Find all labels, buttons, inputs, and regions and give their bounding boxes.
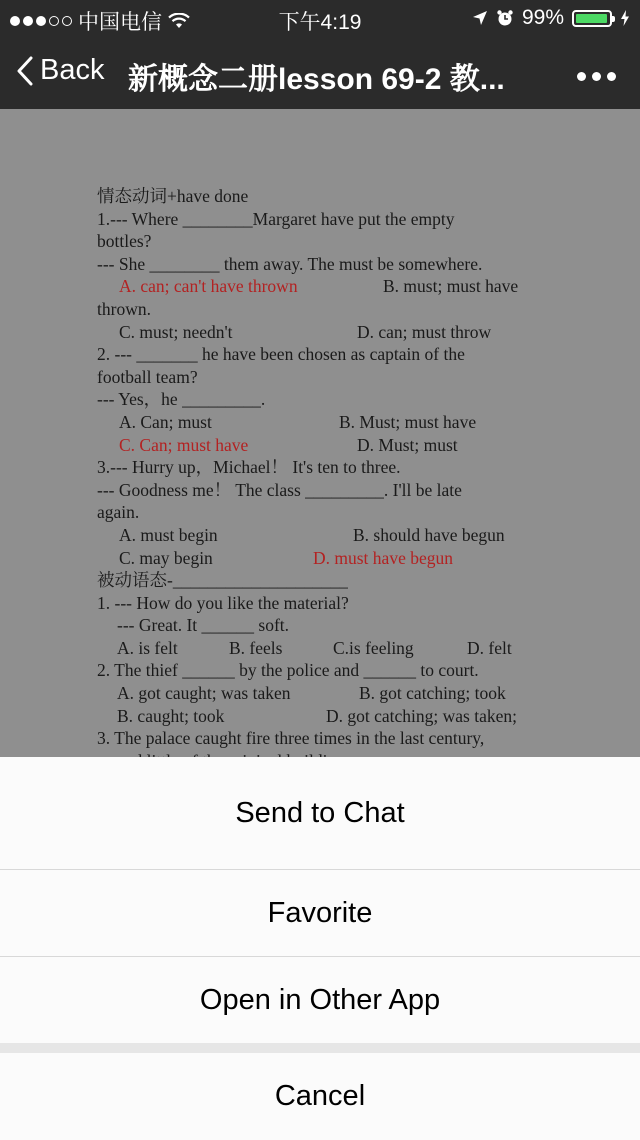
- document-line: [97, 411, 543, 434]
- document-text-segment: 3.--- Hurry up，Michael！ It's ten to three.: [97, 457, 401, 478]
- document-line: [97, 727, 543, 750]
- document-line: [97, 343, 543, 366]
- document-line: [97, 275, 543, 298]
- document-text-segment: 1. --- How do you like the material?: [97, 592, 349, 613]
- document-text-segment: A. Can; must: [119, 411, 212, 432]
- cancel-button[interactable]: [0, 1053, 640, 1140]
- status-time: 下午4:19: [278, 11, 362, 34]
- document-text-segment: 3. The palace caught fire three times in the last century,: [97, 728, 485, 749]
- document-line: [97, 185, 543, 208]
- document-text-segment: football team?: [97, 366, 198, 387]
- document-text-segment: thrown.: [97, 298, 151, 319]
- document-text-segment: C.is feeling: [333, 637, 414, 658]
- document-text-segment: D. got catching; was taken;: [326, 705, 517, 726]
- back-button[interactable]: [16, 54, 104, 87]
- document-line: [97, 208, 543, 231]
- document-line: [97, 434, 543, 457]
- battery-percentage: 99%: [521, 6, 564, 29]
- document-text-segment: B. must; must have: [383, 276, 519, 297]
- document-line: [97, 569, 543, 592]
- open-in-other-app-button[interactable]: [0, 957, 640, 1043]
- page-title: 新概念二册lesson 69-2 教...: [128, 63, 505, 96]
- document-text: [97, 185, 543, 789]
- more-dot-icon: [577, 72, 586, 81]
- document-text-segment: C. may begin: [119, 547, 213, 568]
- document-text-segment: 2. --- _______ he have been chosen as captain of the: [97, 344, 465, 365]
- carrier-name: 中国电信: [78, 11, 162, 34]
- document-text-segment: D. felt: [467, 637, 512, 658]
- document-text-segment: --- Goodness me！ The class _________. I'll be late: [97, 479, 462, 500]
- document-line: [97, 366, 543, 389]
- action-sheet-divider: [0, 1043, 640, 1053]
- document-line: [97, 456, 543, 479]
- document-text-segment: 1.--- Where ________Margaret have put the empty: [97, 208, 455, 229]
- status-bar: [0, 0, 640, 36]
- document-text-segment: A. is felt: [117, 637, 178, 658]
- document-text-segment: --- Great. It ______ soft.: [117, 615, 290, 636]
- battery-icon: [572, 10, 612, 27]
- article-content[interactable]: [0, 109, 640, 789]
- document-line: [97, 637, 543, 660]
- document-text-segment: --- She ________ them away. The must be somewhere.: [97, 253, 483, 274]
- more-dot-icon: [607, 72, 616, 81]
- document-text-segment: A. must begin: [119, 524, 218, 545]
- document-text-segment: B. Must; must have: [339, 411, 477, 432]
- alarm-clock-icon: [496, 9, 514, 27]
- document-text-segment: B. got catching; took: [359, 683, 506, 704]
- back-label: Back: [40, 54, 105, 86]
- action-sheet: [0, 757, 640, 1138]
- more-options-button[interactable]: [577, 72, 616, 81]
- document-text-segment: bottles?: [97, 231, 152, 252]
- document-line: [97, 253, 543, 276]
- chevron-left-icon: [16, 56, 34, 86]
- document-line: [97, 547, 543, 570]
- status-right: [472, 6, 630, 30]
- document-line: [97, 524, 543, 547]
- document-line: [97, 298, 543, 321]
- document-line: [97, 321, 543, 344]
- document-line: [97, 388, 543, 411]
- location-arrow-icon: [472, 10, 488, 26]
- document-text-segment: 2. The thief ______ by the police and ______ to court.: [97, 660, 479, 681]
- answer-text: C. Can; must have: [119, 434, 249, 455]
- document-text-segment: A. got caught; was taken: [117, 683, 291, 704]
- document-line: [97, 230, 543, 253]
- document-line: [97, 592, 543, 615]
- document-line: [97, 614, 543, 637]
- send-to-chat-button[interactable]: [0, 757, 640, 870]
- document-text-segment: 情态动词+have done: [97, 186, 249, 206]
- document-text-segment: again.: [97, 502, 140, 523]
- charging-bolt-icon: [620, 10, 630, 26]
- favorite-label: Favorite: [267, 896, 373, 929]
- document-line: [97, 682, 543, 705]
- document-line: [97, 501, 543, 524]
- send-to-chat-label: Send to Chat: [235, 796, 405, 829]
- open-in-other-app-label: Open in Other App: [199, 983, 441, 1016]
- document-line: [97, 479, 543, 502]
- document-text-segment: D. Must; must: [357, 434, 458, 455]
- document-line: [97, 659, 543, 682]
- cancel-label: Cancel: [274, 1080, 366, 1112]
- document-text-segment: B. caught; took: [117, 705, 225, 726]
- document-text-segment: --- Yes，he _________.: [97, 389, 266, 410]
- document-text-segment: B. should have begun: [353, 524, 505, 545]
- answer-text: D. must have begun: [313, 547, 453, 568]
- navigation-bar: [0, 36, 640, 109]
- document-text-segment: 被动语态-____________________: [97, 570, 348, 591]
- document-text-segment: C. must; needn't: [119, 321, 233, 342]
- favorite-button[interactable]: [0, 870, 640, 957]
- document-text-segment: D. can; must throw: [357, 321, 492, 342]
- action-sheet-options: [0, 757, 640, 1043]
- document-line: [97, 705, 543, 728]
- document-text-segment: B. feels: [229, 637, 283, 658]
- more-dot-icon: [592, 72, 601, 81]
- answer-text: A. can; can't have thrown: [119, 276, 298, 297]
